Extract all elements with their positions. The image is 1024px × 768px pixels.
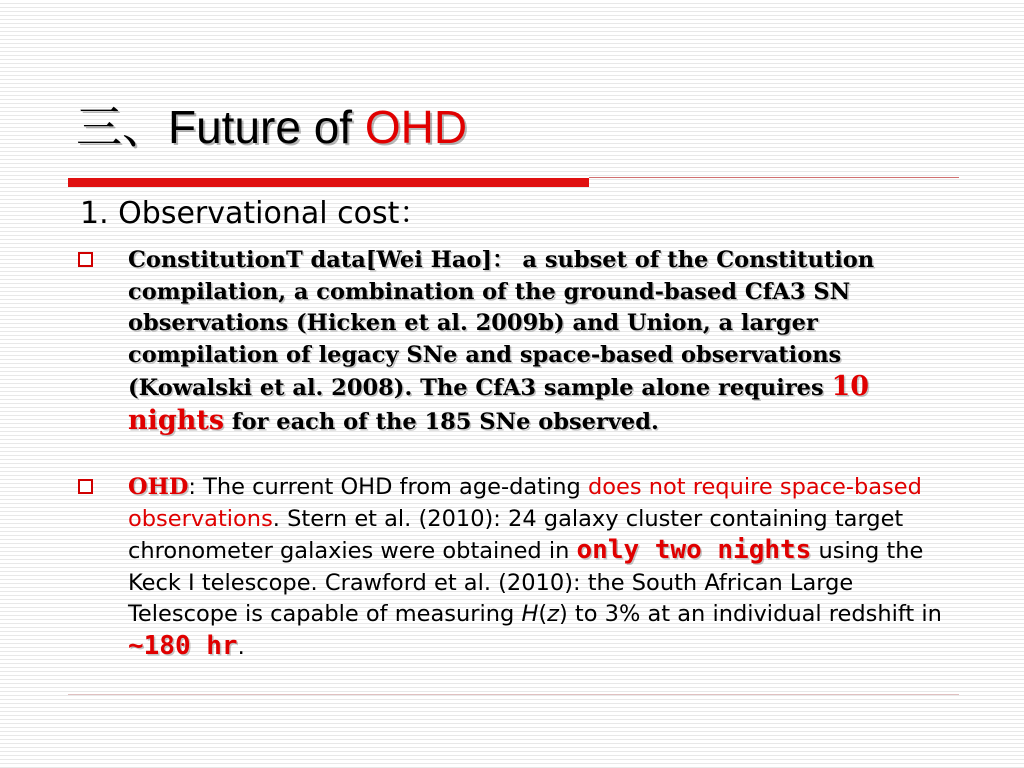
title-underline-bar: [68, 178, 589, 187]
square-bullet-icon: [78, 252, 93, 267]
bullet-body: The current OHD from age-dating: [195, 474, 588, 500]
symbol-h: H: [521, 601, 539, 627]
bullet-body: a subset of the Constitution compilation, a combination of the ground-based CfA3 SN observations (Hicken et al. 2009b) and Union, a larger compilation of legacy SNe and space-based observations (Kowalski et al. 2008). The CfA3 sample alone requires: [128, 247, 875, 401]
bullet-separator: :: [188, 474, 196, 500]
highlight-180-hr: ~180 hr: [128, 630, 238, 661]
paren-open: (: [538, 601, 548, 627]
bullet-text: [128, 472, 958, 663]
title-prefix: 三、Future of: [76, 101, 365, 153]
highlight-10-nights: 10 nights: [128, 371, 870, 436]
square-bullet-icon: [78, 479, 93, 494]
highlight-no-space: does not require space-based observations: [128, 474, 922, 532]
title-highlight: OHD: [364, 101, 468, 153]
symbol-z: z: [547, 601, 559, 627]
bullet-body: for each of the 185 SNe observed.: [224, 408, 659, 435]
bullet-lead: ConstitutionT data[Wei Hao]：: [128, 247, 515, 273]
paren-close: ): [558, 601, 568, 627]
subheading: 1. Observational cost：: [80, 196, 430, 231]
footer-rule: [68, 694, 959, 695]
bullet-body: using the Keck I telescope. Crawford et al. (2010): the South African Large Telescope is capable of measuring: [128, 538, 924, 627]
slide-title: [76, 101, 468, 153]
bullet-body: . Stern et al. (2010): 24 galaxy cluster containing target chronometer galaxies were obtained in: [128, 505, 904, 564]
bullet-lead: OHD: [128, 474, 189, 500]
bullet-text: [128, 245, 958, 438]
bullet-body: to 3% at an individual redshift in: [567, 601, 942, 627]
title-rule: [589, 177, 959, 178]
bullet-body: .: [237, 633, 245, 660]
highlight-two-nights: only two nights: [576, 535, 812, 565]
